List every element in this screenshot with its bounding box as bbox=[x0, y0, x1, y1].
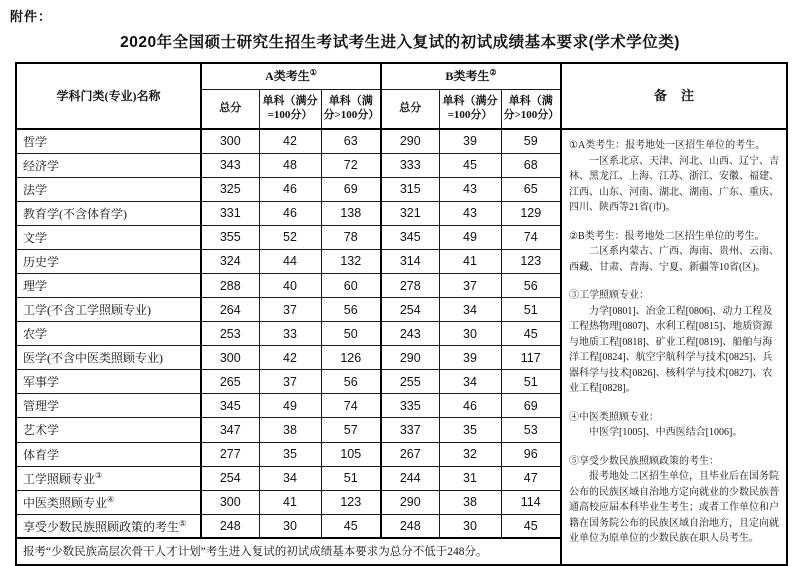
a-total: 248 bbox=[201, 514, 259, 538]
column-header-subject: 学科门类(专业)名称 bbox=[16, 63, 201, 129]
subject-name: 管理学 bbox=[16, 394, 201, 418]
subject-name: 艺术学 bbox=[16, 418, 201, 442]
a-total: 331 bbox=[201, 201, 259, 225]
a-sub-eq100: 49 bbox=[259, 394, 321, 418]
attachment-label: 附件： bbox=[10, 9, 53, 24]
b-sub-eq100: 37 bbox=[439, 273, 501, 297]
b-sub-eq100: 30 bbox=[439, 514, 501, 538]
b-sub-gt100: 96 bbox=[501, 442, 561, 466]
column-header-b-sub-gt100: 单科（满分>100分） bbox=[501, 89, 561, 129]
group-a-footnote-marker: ① bbox=[309, 67, 317, 77]
a-sub-gt100: 57 bbox=[321, 418, 381, 442]
subject-name: 理学 bbox=[16, 273, 201, 297]
b-total: 337 bbox=[381, 418, 439, 442]
a-total: 300 bbox=[201, 129, 259, 153]
a-sub-gt100: 60 bbox=[321, 273, 381, 297]
b-sub-gt100: 47 bbox=[501, 466, 561, 490]
a-total: 324 bbox=[201, 249, 259, 273]
b-sub-gt100: 53 bbox=[501, 418, 561, 442]
b-sub-gt100: 114 bbox=[501, 490, 561, 514]
column-header-group-a bbox=[201, 63, 381, 89]
subject-name: 历史学 bbox=[16, 249, 201, 273]
page-title: 2020年全国硕士研究生招生考试考生进入复试的初试成绩基本要求(学术学位类) bbox=[120, 34, 680, 51]
column-header-a-sub-eq100: 单科（满分=100分） bbox=[259, 89, 321, 129]
a-sub-eq100: 46 bbox=[259, 201, 321, 225]
b-total: 290 bbox=[381, 490, 439, 514]
a-sub-gt100: 72 bbox=[321, 153, 381, 177]
remark-note-4: ④中医类照顾专业： 中医学[1005]、中西医结合[1006]。 bbox=[569, 411, 743, 438]
column-header-group-b bbox=[381, 63, 561, 89]
a-sub-gt100: 138 bbox=[321, 201, 381, 225]
minority-program-note: 报考“少数民族高层次骨干人才计划”考生进入复试的初试成绩基本要求为总分不低于248分。 bbox=[16, 538, 561, 564]
subject-name: 中医类照顾专业④ bbox=[16, 490, 201, 514]
a-sub-eq100: 42 bbox=[259, 129, 321, 153]
a-total: 347 bbox=[201, 418, 259, 442]
a-sub-gt100: 51 bbox=[321, 466, 381, 490]
b-sub-eq100: 38 bbox=[439, 490, 501, 514]
a-sub-eq100: 35 bbox=[259, 442, 321, 466]
column-header-remark: 备注 bbox=[561, 63, 787, 129]
a-sub-eq100: 46 bbox=[259, 177, 321, 201]
b-total: 321 bbox=[381, 201, 439, 225]
b-total: 333 bbox=[381, 153, 439, 177]
a-sub-eq100: 34 bbox=[259, 466, 321, 490]
b-sub-eq100: 30 bbox=[439, 322, 501, 346]
subject-name: 工学(不含工学照顾专业) bbox=[16, 298, 201, 322]
b-total: 278 bbox=[381, 273, 439, 297]
b-sub-eq100: 31 bbox=[439, 466, 501, 490]
a-sub-eq100: 30 bbox=[259, 514, 321, 538]
subject-name: 经济学 bbox=[16, 153, 201, 177]
b-sub-gt100: 65 bbox=[501, 177, 561, 201]
subject-name: 医学(不含中医类照顾专业) bbox=[16, 346, 201, 370]
score-requirements-table bbox=[15, 62, 788, 566]
a-total: 300 bbox=[201, 490, 259, 514]
group-a-label: A类考生 bbox=[265, 68, 310, 83]
b-sub-eq100: 34 bbox=[439, 298, 501, 322]
b-sub-gt100: 45 bbox=[501, 514, 561, 538]
b-total: 345 bbox=[381, 225, 439, 249]
b-sub-gt100: 51 bbox=[501, 370, 561, 394]
remark-note-2: ②B类考生：报考地处二区招生单位的考生。 二区系内蒙古、广西、海南、贵州、云南、西藏、甘肃、青海、宁夏、新疆等10省(区)。 bbox=[569, 230, 779, 273]
column-header-a-total: 总分 bbox=[201, 89, 259, 129]
subject-name: 哲学 bbox=[16, 129, 201, 153]
group-b-footnote-marker: ② bbox=[489, 67, 497, 77]
b-sub-eq100: 43 bbox=[439, 201, 501, 225]
subject-name: 军事学 bbox=[16, 370, 201, 394]
a-sub-gt100: 78 bbox=[321, 225, 381, 249]
a-total: 355 bbox=[201, 225, 259, 249]
b-sub-eq100: 43 bbox=[439, 177, 501, 201]
b-sub-eq100: 39 bbox=[439, 346, 501, 370]
a-total: 288 bbox=[201, 273, 259, 297]
a-total: 264 bbox=[201, 298, 259, 322]
subject-name: 农学 bbox=[16, 322, 201, 346]
a-sub-eq100: 33 bbox=[259, 322, 321, 346]
b-total: 290 bbox=[381, 129, 439, 153]
table-row bbox=[16, 129, 787, 153]
a-sub-eq100: 40 bbox=[259, 273, 321, 297]
b-sub-gt100: 59 bbox=[501, 129, 561, 153]
a-total: 253 bbox=[201, 322, 259, 346]
subject-name: 文学 bbox=[16, 225, 201, 249]
remark-note-3: ③工学照顾专业： 力学[0801]、冶金工程[0806]、动力工程及工程热物理[0807]、水利工程[0815]、地质资源与地质工程[0818]、矿业工程[0819]、船舶与海洋工程[0824]、航空宇航科学与技术[0825]、兵器科学与技术[0826]、核科学与技术[0827]、农业工程[0828]。 bbox=[569, 290, 773, 394]
a-sub-gt100: 123 bbox=[321, 490, 381, 514]
a-sub-gt100: 105 bbox=[321, 442, 381, 466]
remarks-cell bbox=[561, 129, 787, 565]
remark-note-5: ⑤享受少数民族照顾政策的考生： 报考地处二区招生单位，且毕业后在国务院公布的民族区域自治地方定向就业的少数民族普通高校应届本科毕业生考生；或者工作单位和户籍在国务院公布的民族区域自治地方，且定向就业单位为原单位的少数民族在职人员考生。 bbox=[569, 455, 779, 544]
a-sub-eq100: 41 bbox=[259, 490, 321, 514]
b-total: 267 bbox=[381, 442, 439, 466]
b-total: 290 bbox=[381, 346, 439, 370]
a-sub-gt100: 74 bbox=[321, 394, 381, 418]
a-sub-eq100: 37 bbox=[259, 370, 321, 394]
b-sub-eq100: 49 bbox=[439, 225, 501, 249]
a-sub-eq100: 52 bbox=[259, 225, 321, 249]
b-sub-eq100: 32 bbox=[439, 442, 501, 466]
a-total: 265 bbox=[201, 370, 259, 394]
b-sub-gt100: 68 bbox=[501, 153, 561, 177]
a-sub-gt100: 50 bbox=[321, 322, 381, 346]
b-sub-gt100: 129 bbox=[501, 201, 561, 225]
b-total: 244 bbox=[381, 466, 439, 490]
b-total: 254 bbox=[381, 298, 439, 322]
a-sub-eq100: 48 bbox=[259, 153, 321, 177]
b-sub-gt100: 51 bbox=[501, 298, 561, 322]
a-total: 277 bbox=[201, 442, 259, 466]
b-total: 315 bbox=[381, 177, 439, 201]
b-total: 314 bbox=[381, 249, 439, 273]
b-total: 248 bbox=[381, 514, 439, 538]
b-total: 335 bbox=[381, 394, 439, 418]
a-sub-eq100: 37 bbox=[259, 298, 321, 322]
subject-name: 教育学(不含体育学) bbox=[16, 201, 201, 225]
a-sub-gt100: 63 bbox=[321, 129, 381, 153]
header-group-row bbox=[16, 63, 787, 89]
a-sub-gt100: 56 bbox=[321, 298, 381, 322]
b-sub-eq100: 45 bbox=[439, 153, 501, 177]
a-sub-gt100: 45 bbox=[321, 514, 381, 538]
column-header-a-sub-gt100: 单科（满分>100分） bbox=[321, 89, 381, 129]
a-sub-gt100: 132 bbox=[321, 249, 381, 273]
a-sub-eq100: 38 bbox=[259, 418, 321, 442]
group-b-label: B类考生 bbox=[445, 68, 490, 83]
b-sub-gt100: 45 bbox=[501, 322, 561, 346]
column-header-b-sub-eq100: 单科（满分=100分） bbox=[439, 89, 501, 129]
a-total: 300 bbox=[201, 346, 259, 370]
b-sub-gt100: 117 bbox=[501, 346, 561, 370]
b-total: 243 bbox=[381, 322, 439, 346]
a-total: 343 bbox=[201, 153, 259, 177]
subject-name: 工学照顾专业③ bbox=[16, 466, 201, 490]
b-sub-gt100: 123 bbox=[501, 249, 561, 273]
b-sub-eq100: 41 bbox=[439, 249, 501, 273]
a-sub-gt100: 56 bbox=[321, 370, 381, 394]
a-sub-gt100: 69 bbox=[321, 177, 381, 201]
b-sub-eq100: 46 bbox=[439, 394, 501, 418]
a-total: 325 bbox=[201, 177, 259, 201]
remark-note-1: ①A类考生：报考地处一区招生单位的考生。 一区系北京、天津、河北、山西、辽宁、吉林、黑龙江、上海、江苏、浙江、安徽、福建、江西、山东、河南、湖北、湖南、广东、重庆、四川、陕西等21省(市)。 bbox=[569, 140, 779, 213]
subject-name: 享受少数民族照顾政策的考生⑤ bbox=[16, 514, 201, 538]
a-sub-eq100: 42 bbox=[259, 346, 321, 370]
a-total: 254 bbox=[201, 466, 259, 490]
b-sub-eq100: 35 bbox=[439, 418, 501, 442]
column-header-b-total: 总分 bbox=[381, 89, 439, 129]
b-sub-eq100: 34 bbox=[439, 370, 501, 394]
a-sub-gt100: 126 bbox=[321, 346, 381, 370]
a-sub-eq100: 44 bbox=[259, 249, 321, 273]
a-total: 345 bbox=[201, 394, 259, 418]
b-sub-eq100: 39 bbox=[439, 129, 501, 153]
subject-name: 体育学 bbox=[16, 442, 201, 466]
b-total: 255 bbox=[381, 370, 439, 394]
b-sub-gt100: 74 bbox=[501, 225, 561, 249]
subject-name: 法学 bbox=[16, 177, 201, 201]
b-sub-gt100: 69 bbox=[501, 394, 561, 418]
b-sub-gt100: 56 bbox=[501, 273, 561, 297]
